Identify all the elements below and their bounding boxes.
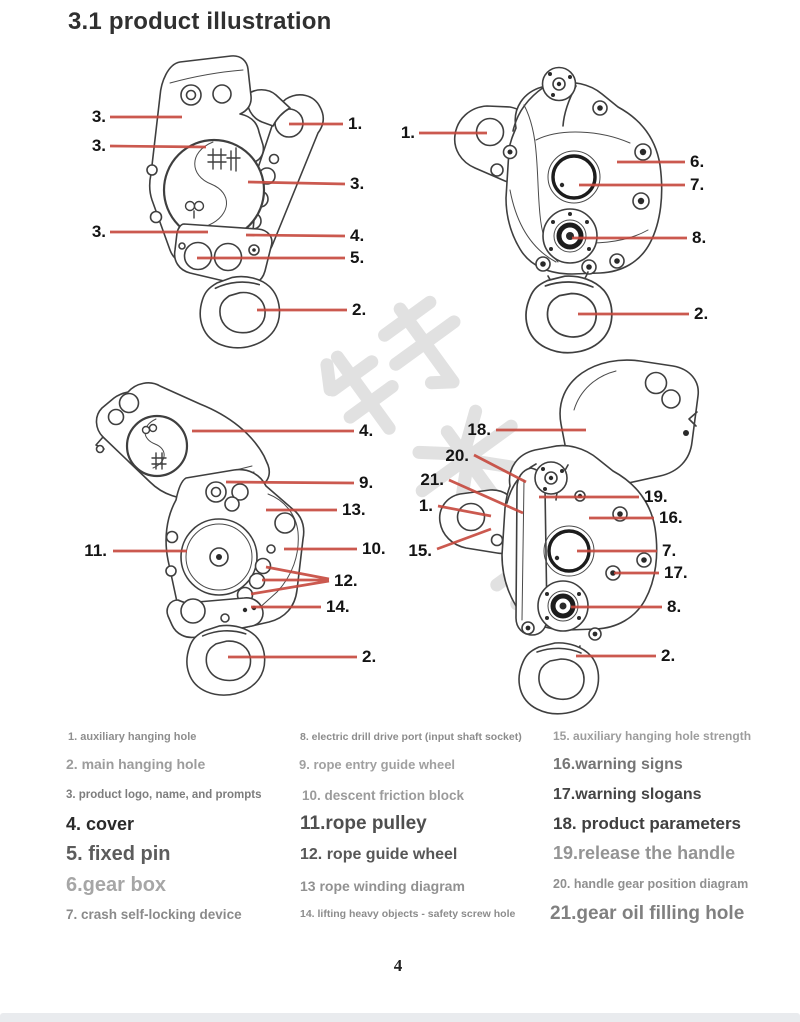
legend-item-9: 9. rope entry guide wheel [299, 757, 456, 772]
callout-label: 8. [667, 597, 682, 616]
callout-label: 3. [91, 107, 106, 126]
legend-item-17: 17.warning slogans [553, 786, 702, 803]
callout-label: 6. [690, 152, 705, 171]
page-number: 4 [393, 956, 403, 975]
callout-label: 16. [659, 508, 683, 527]
legend-item-6: 6.gear box [66, 874, 167, 896]
legend-item-8: 8. electric drill drive port (input shaft socket) [300, 731, 522, 743]
legend-item-7: 7. crash self-locking device [66, 907, 242, 922]
legend-item-21: 21.gear oil filling hole [550, 903, 745, 924]
callout-label: 7. [662, 541, 677, 560]
legend-item-5: 5. fixed pin [66, 843, 171, 865]
legend-item-12: 12. rope guide wheel [300, 846, 458, 863]
callout-label: 17. [664, 563, 688, 582]
legend-item-15: 15. auxiliary hanging hole strength [553, 729, 752, 743]
callout-label: 15. [408, 541, 432, 560]
callout-label: 1. [418, 496, 433, 515]
callout-label: 18. [467, 420, 491, 439]
callout-label: 21. [420, 470, 444, 489]
callout-label: 2. [352, 300, 367, 319]
legend-item-10: 10. descent friction block [302, 788, 465, 803]
callout-label: 1. [348, 114, 363, 133]
legend-item-1: 1. auxiliary hanging hole [68, 731, 197, 743]
callout-label: 3. [350, 174, 365, 193]
legend-item-19: 19.release the handle [553, 843, 736, 863]
callout-label: 2. [694, 304, 709, 323]
callout-label: 13. [342, 500, 366, 519]
callout-label: 1. [400, 123, 415, 142]
callout-label: 11. [84, 541, 107, 560]
callout-label: 8. [692, 228, 707, 247]
callout-label: 4. [359, 421, 374, 440]
callout-label: 4. [350, 226, 365, 245]
diagram-front-view [147, 56, 323, 352]
legend-item-3: 3. product logo, name, and prompts [66, 789, 262, 801]
page-title: 3.1 product illustration [68, 8, 332, 35]
legend-item-13: 13 rope winding diagram [300, 878, 465, 894]
diagram-back-view [455, 68, 662, 353]
legend-item-16: 16.warning signs [553, 756, 683, 773]
callout-label: 3. [91, 222, 106, 241]
legend-item-2: 2. main hanging hole [66, 756, 206, 772]
callout-label: 19. [644, 487, 668, 506]
callout-label: 5. [350, 248, 365, 267]
callout-label: 12. [334, 571, 358, 590]
callout-label: 7. [690, 175, 705, 194]
callout-label: 3. [91, 136, 106, 155]
callout-label: 2. [362, 647, 377, 666]
page-bottom-edge [0, 1013, 800, 1022]
legend-item-4: 4. cover [66, 814, 135, 834]
callout-label: 14. [326, 597, 350, 616]
callout-label: 10. [362, 539, 386, 558]
callout-label: 20. [445, 446, 469, 465]
legend-item-11: 11.rope pulley [300, 813, 427, 834]
callout-label: 2. [661, 646, 676, 665]
callout-label: 9. [359, 473, 374, 492]
legend-item-18: 18. product parameters [553, 814, 742, 833]
legend-item-14: 14. lifting heavy objects - safety screw hole [300, 908, 516, 920]
legend-item-20: 20. handle gear position diagram [553, 877, 749, 891]
